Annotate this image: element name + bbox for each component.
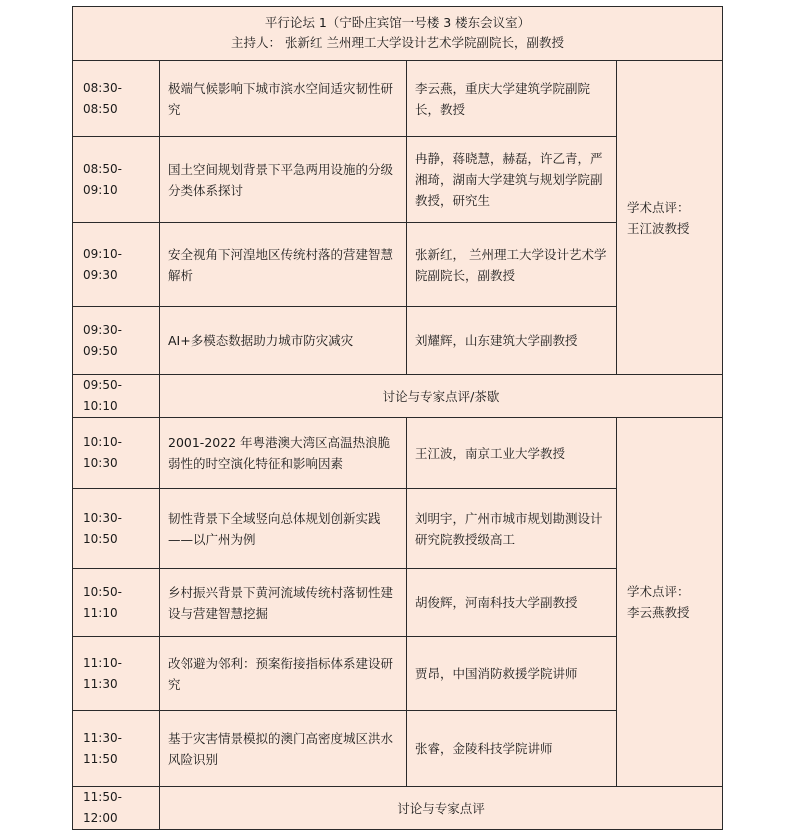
topic-cell: 乡村振兴背景下黄河流域传统村落韧性建设与营建智慧挖掘 (160, 569, 407, 637)
topic-cell: 韧性背景下全域竖向总体规划创新实践——以广州为例 (160, 489, 407, 569)
reviewer-name: 李云燕教授 (627, 605, 690, 620)
table-row (73, 61, 723, 137)
speaker-cell: 冉静，蒋晓慧，赫磊，许乙青，严湘琦，湖南大学建筑与规划学院副教授，研究生 (407, 137, 617, 223)
break-label: 讨论与专家点评/茶歇 (160, 375, 723, 418)
forum-host: 主持人： 张新红 兰州理工大学设计艺术学院副院长，副教授 (231, 34, 564, 50)
reviewer-name: 王江波教授 (627, 220, 690, 236)
time-cell: 11:50-12:00 (73, 787, 160, 830)
forum-header (73, 7, 723, 61)
time-cell: 10:10-10:30 (73, 418, 160, 489)
topic-cell: 安全视角下河湟地区传统村落的营建智慧解析 (160, 223, 407, 307)
time-cell: 11:30-11:50 (73, 711, 160, 787)
forum-title: 平行论坛 1（宁卧庄宾馆一号楼 3 楼东会议室） (264, 14, 531, 30)
schedule-table (72, 6, 723, 830)
speaker-cell: 张睿，金陵科技学院讲师 (407, 711, 617, 787)
reviewer-label: 学术点评： (627, 584, 690, 599)
speaker-cell: 胡俊辉，河南科技大学副教授 (407, 569, 617, 637)
topic-cell: AI+多模态数据助力城市防灾减灾 (160, 307, 407, 375)
speaker-cell: 李云燕，重庆大学建筑学院副院长，教授 (407, 61, 617, 137)
topic-cell: 基于灾害情景模拟的澳门高密度城区洪水风险识别 (160, 711, 407, 787)
topic-cell: 改邻避为邻利：预案衔接指标体系建设研究 (160, 637, 407, 711)
reviewer-cell (617, 61, 723, 375)
time-cell: 08:50-09:10 (73, 137, 160, 223)
reviewer-label: 学术点评： (627, 199, 690, 215)
break-label: 讨论与专家点评 (160, 787, 723, 830)
break-row (73, 787, 723, 830)
speaker-cell: 贾昂，中国消防救援学院讲师 (407, 637, 617, 711)
time-cell: 09:30-09:50 (73, 307, 160, 375)
time-cell: 10:50-11:10 (73, 569, 160, 637)
reviewer-cell (617, 418, 723, 787)
break-row (73, 375, 723, 418)
time-cell: 09:50-10:10 (73, 375, 160, 418)
speaker-cell: 王江波，南京工业大学教授 (407, 418, 617, 489)
table-row (73, 418, 723, 489)
topic-cell: 2001-2022 年粤港澳大湾区高温热浪脆弱性的时空演化特征和影响因素 (160, 418, 407, 489)
speaker-cell: 刘明宇，广州市城市规划勘测设计研究院教授级高工 (407, 489, 617, 569)
speaker-cell: 刘耀辉，山东建筑大学副教授 (407, 307, 617, 375)
header-row (73, 7, 723, 61)
time-cell: 08:30-08:50 (73, 61, 160, 137)
topic-cell: 极端气候影响下城市滨水空间适灾韧性研究 (160, 61, 407, 137)
topic-cell: 国土空间规划背景下平急两用设施的分级分类体系探讨 (160, 137, 407, 223)
time-cell: 09:10-09:30 (73, 223, 160, 307)
time-cell: 11:10-11:30 (73, 637, 160, 711)
time-cell: 10:30-10:50 (73, 489, 160, 569)
speaker-cell: 张新红， 兰州理工大学设计艺术学院副院长，副教授 (407, 223, 617, 307)
